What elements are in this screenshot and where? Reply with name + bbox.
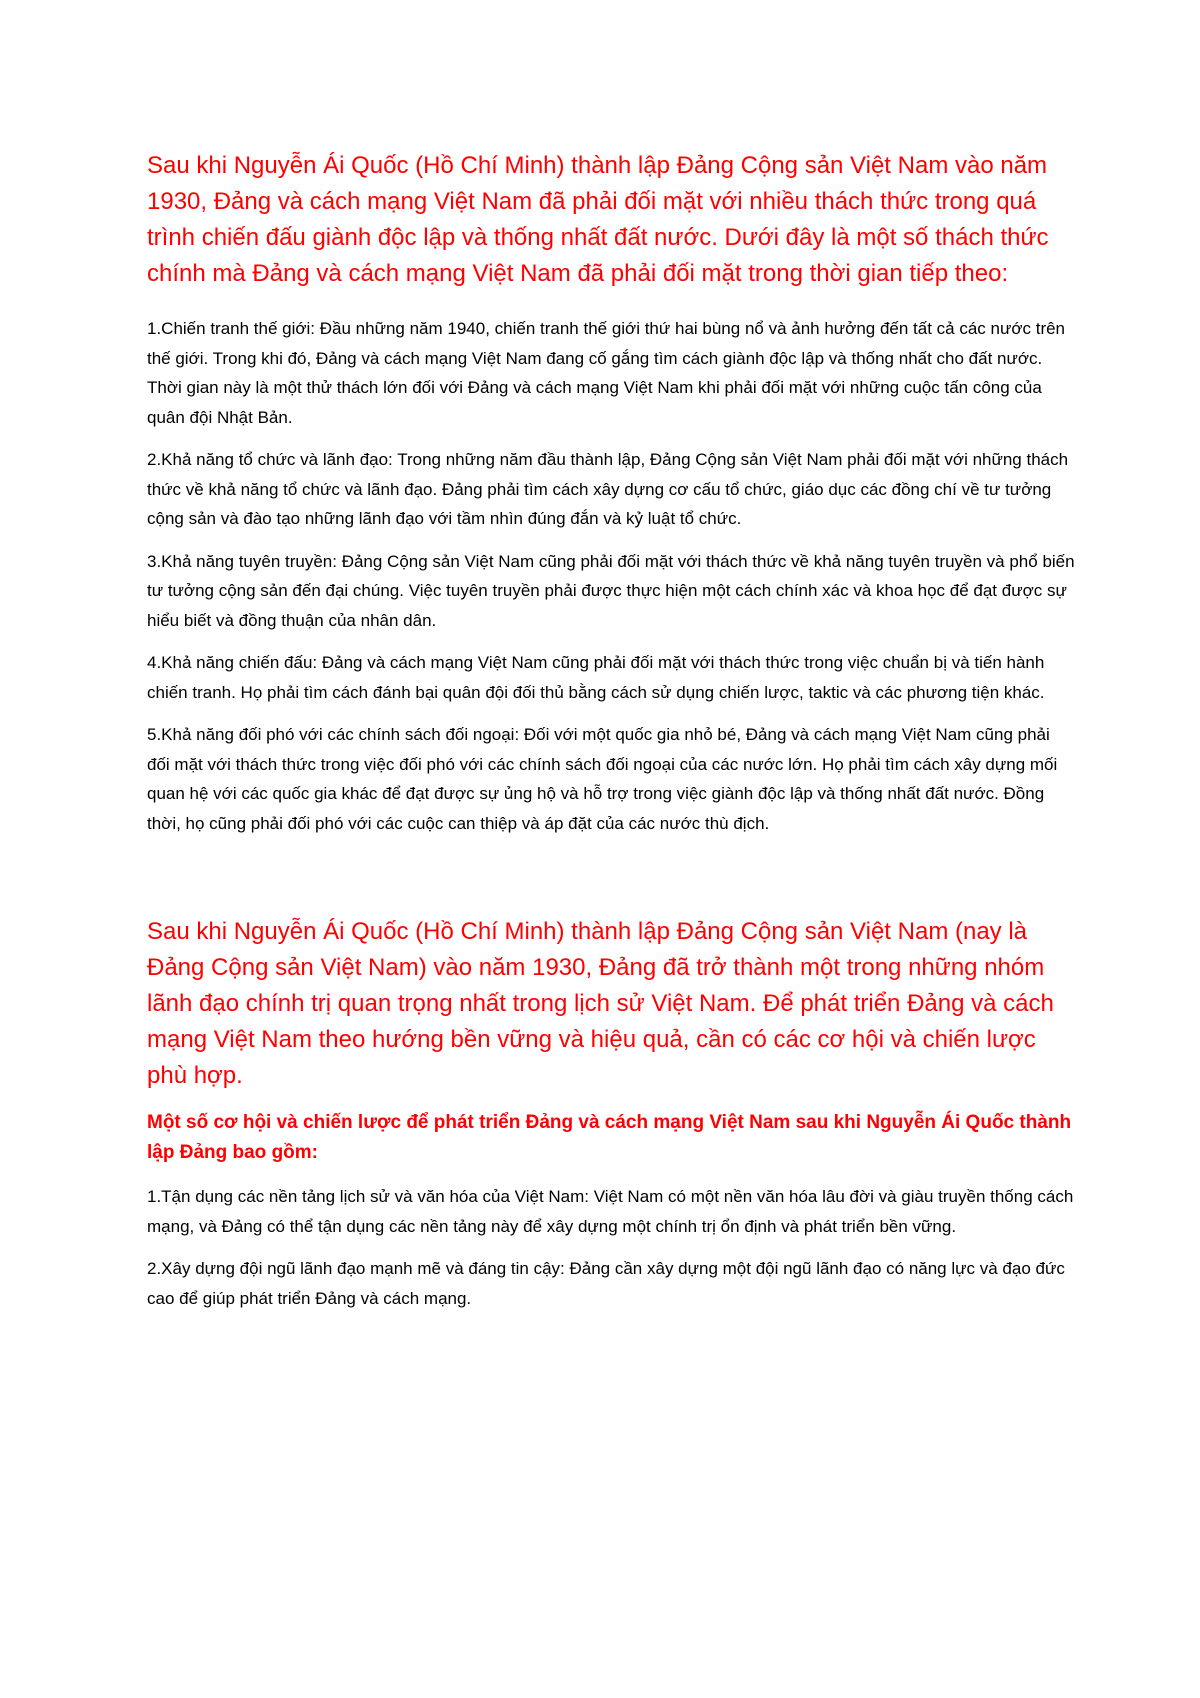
section1-item-3: 3.Khả năng tuyên truyền: Đảng Cộng sản Việt Nam cũng phải đối mặt với thách thức về khả năng tuyên truyền và phổ biến tư tưởng cộng sản đến đại chúng. Việc tuyên truyền phải được thực hiện một cách chính xác và khoa học để đạt được sự hiểu biết và đồng thuận của nhân dân. — [147, 551, 1075, 630]
section1-item-5: 5.Khả năng đối phó với các chính sách đối ngoại: Đối với một quốc gia nhỏ bé, Đảng và cách mạng Việt Nam cũng phải đối mặt với thách thức trong việc đối phó với các chính sách đối ngoại của các nước lớn. Họ phải tìm cách xây dựng mối quan hệ với các quốc gia khác để đạt được sự ủng hộ và hỗ trợ trong việc giành độc lập và thống nhất đất nước. Đồng thời, họ cũng phải đối phó với các cuộc can thiệp và áp đặt của các nước thù địch. — [147, 725, 1058, 833]
section2-heading: Sau khi Nguyễn Ái Quốc (Hồ Chí Minh) thành lập Đảng Cộng sản Việt Nam (nay là Đảng Cộng sản Việt Nam) vào năm 1930, Đảng đã trở thành một trong những nhóm lãnh đạo chính trị quan trọng nhất trong lịch sử Việt Nam. Để phát triển Đảng và cách mạng Việt Nam theo hướng bền vững và hiệu quả, cần có các cơ hội và chiến lược phù hợp. — [147, 918, 1054, 1089]
section2-item-2: 2.Xây dựng đội ngũ lãnh đạo mạnh mẽ và đáng tin cậy: Đảng cần xây dựng một đội ngũ lãnh đạo có năng lực và đạo đức cao để giúp phát triển Đảng và cách mạng. — [147, 1259, 1065, 1308]
section1-item-2: 2.Khả năng tổ chức và lãnh đạo: Trong những năm đầu thành lập, Đảng Cộng sản Việt Nam phải đối mặt với những thách thức về khả năng tổ chức và lãnh đạo. Đảng phải tìm cách xây dựng cơ cấu tổ chức, giáo dục các đồng chí về tư tưởng cộng sản và đào tạo những lãnh đạo với tầm nhìn đúng đắn và kỷ luật tổ chức. — [147, 450, 1069, 528]
section2-item-1: 1.Tận dụng các nền tảng lịch sử và văn hóa của Việt Nam: Việt Nam có một nền văn hóa lâu đời và giàu truyền thống cách mạng, và Đảng có thể tận dụng các nền tảng này để xây dựng một chính trị ổn định và phát triển bền vững. — [147, 1187, 1074, 1236]
section1-item-4: 4.Khả năng chiến đấu: Đảng và cách mạng Việt Nam cũng phải đối mặt với thách thức trong việc chuẩn bị và tiến hành chiến tranh. Họ phải tìm cách đánh bại quân đội đối thủ bằng cách sử dụng chiến lược, taktic và các phương tiện khác. — [147, 653, 1045, 702]
section1-item-1: 1.Chiến tranh thế giới: Đầu những năm 1940, chiến tranh thế giới thứ hai bùng nổ và ảnh hưởng đến tất cả các nước trên thế giới. Trong khi đó, Đảng và cách mạng Việt Nam đang cố gắng tìm cách giành độc lập và thống nhất cho đất nước. Thời gian này là một thử thách lớn đối với Đảng và cách mạng Việt Nam khi phải đối mặt với những cuộc tấn công của quân đội Nhật Bản. — [147, 319, 1066, 427]
section2-subheading: Một số cơ hội và chiến lược để phát triển Đảng và cách mạng Việt Nam sau khi Nguyễn Ái Quốc thành lập Đảng bao gồm: — [147, 1112, 1072, 1163]
document-content — [147, 148, 1077, 1326]
section1-heading: Sau khi Nguyễn Ái Quốc (Hồ Chí Minh) thành lập Đảng Cộng sản Việt Nam vào năm 1930, Đảng và cách mạng Việt Nam đã phải đối mặt với nhiều thách thức trong quá trình chiến đấu giành độc lập và thống nhất đất nước. Dưới đây là một số thách thức chính mà Đảng và cách mạng Việt Nam đã phải đối mặt trong thời gian tiếp theo: — [147, 152, 1049, 287]
